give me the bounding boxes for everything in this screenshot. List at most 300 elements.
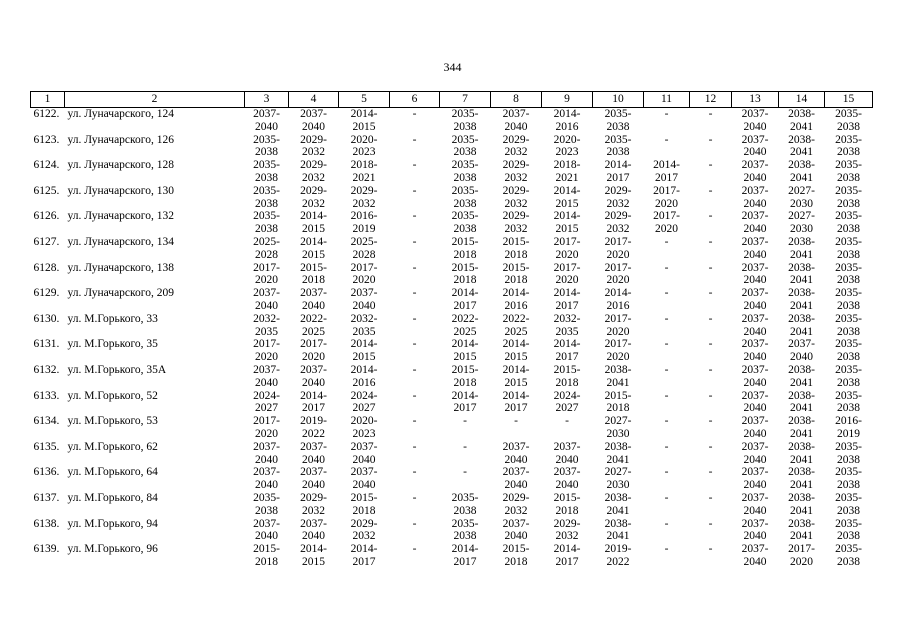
- value-cell: -: [708, 159, 713, 172]
- value-cell: 2035- 2038: [835, 108, 862, 133]
- value-cell: 2015- 2018: [451, 261, 479, 287]
- value-cell: 2037- 2040: [741, 338, 769, 364]
- column-header: 3: [245, 92, 289, 108]
- value-cell: 2014- 2017: [553, 338, 581, 364]
- table-row: [31, 134, 873, 160]
- value-cell: 2035- 2038: [451, 159, 479, 184]
- value-cell: -: [664, 312, 669, 325]
- value-cell: -: [412, 235, 417, 248]
- value-cell: 2029- 2032: [350, 184, 378, 210]
- value-cell: -: [463, 440, 467, 453]
- value-cell: 2029- 2032: [502, 184, 530, 210]
- value-cell: 2029- 2032: [350, 517, 378, 543]
- column-header: 10: [593, 92, 644, 108]
- value-cell: 2022- 2025: [300, 312, 327, 338]
- value-cell: -: [664, 235, 669, 248]
- value-cell: 2027- 2030: [788, 184, 815, 210]
- address-cell: ул. М.Горького, 52: [67, 389, 158, 402]
- value-cell: 2035- 2038: [835, 159, 862, 184]
- value-cell: 2037- 2040: [253, 363, 280, 389]
- value-cell: 2014- 2016: [553, 108, 581, 133]
- value-cell: 2035- 2038: [835, 363, 862, 389]
- address-cell: ул. Луначарского, 134: [67, 235, 174, 248]
- value-cell: 2037- 2040: [253, 287, 280, 312]
- value-cell: -: [565, 415, 569, 428]
- address-cell: ул. М.Горького, 94: [67, 517, 158, 530]
- address-cell: ул. М.Горького, 33: [67, 312, 158, 325]
- value-cell: -: [664, 287, 669, 300]
- value-cell: 2014- 2017: [350, 543, 378, 568]
- value-cell: 2035- 2038: [253, 184, 280, 210]
- value-cell: -: [664, 108, 669, 120]
- value-cell: 2038- 2041: [788, 466, 815, 492]
- value-cell: 2015- 2018: [350, 491, 378, 517]
- column-header: 13: [732, 92, 779, 108]
- value-cell: -: [664, 440, 669, 453]
- value-cell: -: [708, 491, 713, 504]
- value-cell: 2014- 2016: [604, 287, 632, 312]
- value-cell: 2020- 2023: [350, 415, 378, 440]
- address-cell: ул. Луначарского, 209: [67, 287, 174, 300]
- value-cell: 2035- 2038: [835, 184, 862, 210]
- value-cell: 2038- 2041: [604, 363, 632, 389]
- value-cell: -: [514, 415, 518, 428]
- value-cell: 2038- 2041: [788, 261, 815, 287]
- table-row: [31, 364, 873, 390]
- value-cell: 2014- 2017: [502, 389, 530, 415]
- value-cell: 2037- 2040: [350, 287, 378, 312]
- value-cell: 2035- 2038: [835, 210, 862, 236]
- value-cell: 2037- 2040: [502, 517, 530, 543]
- column-header: 2: [65, 92, 245, 108]
- value-cell: 2035- 2038: [253, 133, 280, 159]
- value-cell: 2017- 2020: [553, 261, 581, 287]
- value-cell: -: [708, 517, 713, 530]
- schedule-table: [30, 91, 873, 569]
- value-cell: 2037- 2040: [741, 133, 769, 159]
- value-cell: 2014- 2015: [451, 338, 479, 364]
- address-cell: ул. М.Горького, 84: [67, 491, 158, 504]
- value-cell: 2037- 2040: [300, 108, 327, 133]
- value-cell: -: [412, 210, 417, 223]
- value-cell: 2018- 2021: [350, 159, 378, 184]
- value-cell: 2035- 2038: [253, 210, 280, 236]
- value-cell: -: [708, 415, 713, 428]
- value-cell: 2029- 2032: [300, 184, 327, 210]
- value-cell: -: [412, 491, 417, 504]
- value-cell: 2014- 2015: [300, 235, 327, 261]
- value-cell: 2037- 2040: [741, 440, 769, 466]
- value-cell: 2015- 2018: [253, 543, 280, 568]
- value-cell: -: [664, 466, 669, 479]
- value-cell: -: [463, 415, 467, 428]
- row-number: 6139.: [33, 543, 60, 556]
- value-cell: 2014- 2015: [300, 210, 327, 236]
- column-header: 11: [644, 92, 690, 108]
- value-cell: -: [708, 363, 713, 376]
- value-cell: 2038- 2041: [788, 108, 815, 133]
- value-cell: 2038- 2041: [604, 440, 632, 466]
- table-row: [31, 236, 873, 262]
- column-header: 15: [825, 92, 873, 108]
- value-cell: 2022- 2025: [451, 312, 479, 338]
- value-cell: -: [708, 440, 713, 453]
- value-cell: 2014- 2017: [451, 287, 479, 312]
- value-cell: -: [664, 338, 669, 351]
- value-cell: 2037- 2040: [553, 440, 581, 466]
- value-cell: 2017- 2020: [604, 235, 632, 261]
- table-row: [31, 313, 873, 339]
- value-cell: 2038- 2041: [788, 235, 815, 261]
- value-cell: 2037- 2040: [253, 517, 280, 543]
- table-row: [31, 543, 873, 569]
- value-cell: 2014- 2015: [502, 338, 530, 364]
- value-cell: 2037- 2040: [741, 517, 769, 543]
- column-header: 6: [390, 92, 440, 108]
- value-cell: 2038- 2041: [788, 440, 815, 466]
- value-cell: 2014- 2017: [553, 543, 581, 568]
- header-row: [31, 92, 873, 108]
- value-cell: 2017- 2020: [788, 543, 815, 568]
- value-cell: 2037- 2040: [741, 184, 769, 210]
- table-row: [31, 518, 873, 544]
- value-cell: 2015- 2018: [553, 363, 581, 389]
- address-cell: ул. М.Горького, 64: [67, 466, 158, 479]
- column-header: 5: [339, 92, 390, 108]
- value-cell: -: [708, 133, 713, 146]
- column-header: 7: [440, 92, 491, 108]
- table-row: [31, 492, 873, 518]
- table-body: [31, 108, 873, 569]
- value-cell: 2015- 2018: [300, 261, 327, 287]
- value-cell: 2024- 2027: [350, 389, 378, 415]
- column-header: 12: [690, 92, 732, 108]
- row-number: 6131.: [33, 338, 60, 351]
- value-cell: 2015- 2018: [553, 491, 581, 517]
- value-cell: 2017- 2020: [653, 184, 680, 210]
- value-cell: 2037- 2040: [553, 466, 581, 492]
- value-cell: 2014- 2017: [451, 389, 479, 415]
- value-cell: -: [412, 389, 417, 402]
- value-cell: -: [664, 133, 669, 146]
- row-number: 6128.: [33, 261, 60, 274]
- value-cell: 2029- 2032: [502, 210, 530, 236]
- value-cell: 2035- 2038: [835, 491, 862, 517]
- value-cell: 2035- 2038: [253, 159, 280, 184]
- value-cell: 2038- 2041: [788, 363, 815, 389]
- value-cell: 2037- 2040: [300, 440, 327, 466]
- value-cell: 2029- 2032: [300, 133, 327, 159]
- value-cell: -: [412, 133, 417, 146]
- value-cell: 2016- 2019: [350, 210, 378, 236]
- value-cell: -: [412, 440, 417, 453]
- value-cell: 2035- 2038: [835, 287, 862, 312]
- value-cell: -: [412, 363, 417, 376]
- value-cell: 2035- 2038: [451, 491, 479, 517]
- column-header: 14: [779, 92, 825, 108]
- value-cell: 2035- 2038: [835, 389, 862, 415]
- value-cell: 2014- 2015: [300, 543, 327, 568]
- value-cell: 2029- 2032: [502, 133, 530, 159]
- value-cell: -: [664, 363, 669, 376]
- value-cell: 2037- 2040: [741, 312, 769, 338]
- value-cell: 2017- 2020: [253, 338, 280, 364]
- address-cell: ул. М.Горького, 35: [67, 338, 158, 351]
- value-cell: 2035- 2038: [835, 338, 862, 364]
- row-number: 6124.: [33, 159, 60, 172]
- address-cell: ул. Луначарского, 138: [67, 261, 174, 274]
- value-cell: 2024- 2027: [253, 389, 280, 415]
- value-cell: 2032- 2035: [253, 312, 280, 338]
- value-cell: 2037- 2040: [788, 338, 815, 364]
- value-cell: 2035- 2038: [451, 210, 479, 236]
- table-row: [31, 287, 873, 313]
- row-number: 6126.: [33, 210, 60, 223]
- value-cell: 2035- 2038: [835, 133, 862, 159]
- table-row: [31, 441, 873, 467]
- value-cell: -: [664, 543, 669, 556]
- value-cell: 2017- 2020: [604, 261, 632, 287]
- value-cell: 2029- 2032: [604, 184, 632, 210]
- value-cell: 2014- 2016: [350, 363, 378, 389]
- table-row: [31, 210, 873, 236]
- page-number: 344: [443, 60, 462, 74]
- value-cell: 2035- 2038: [451, 184, 479, 210]
- value-cell: -: [412, 287, 417, 300]
- value-cell: 2037- 2040: [741, 210, 769, 236]
- value-cell: 2035- 2038: [604, 108, 632, 133]
- value-cell: -: [708, 466, 713, 479]
- value-cell: 2035- 2038: [835, 517, 862, 543]
- table-row: [31, 262, 873, 288]
- value-cell: 2014- 2015: [350, 108, 378, 133]
- value-cell: 2017- 2020: [300, 338, 327, 364]
- value-cell: 2015- 2018: [451, 363, 479, 389]
- value-cell: 2038- 2041: [788, 287, 815, 312]
- value-cell: 2037- 2040: [350, 466, 378, 492]
- value-cell: 2037- 2040: [741, 466, 769, 492]
- value-cell: -: [412, 338, 417, 351]
- value-cell: 2014- 2017: [553, 287, 581, 312]
- value-cell: -: [708, 235, 713, 248]
- row-number: 6136.: [33, 466, 60, 479]
- table-row: [31, 390, 873, 416]
- value-cell: 2016- 2019: [835, 415, 862, 440]
- value-cell: -: [708, 108, 713, 120]
- row-number: 6123.: [33, 133, 60, 146]
- value-cell: 2037- 2040: [741, 287, 769, 312]
- value-cell: 2017- 2020: [653, 210, 680, 236]
- value-cell: 2035- 2038: [253, 491, 280, 517]
- value-cell: 2029- 2032: [300, 159, 327, 184]
- value-cell: -: [708, 184, 713, 197]
- value-cell: 2037- 2040: [741, 108, 769, 133]
- row-number: 6133.: [33, 389, 60, 402]
- value-cell: 2020- 2023: [350, 133, 378, 159]
- value-cell: 2035- 2038: [835, 440, 862, 466]
- value-cell: 2014- 2015: [553, 210, 581, 236]
- value-cell: 2032- 2035: [350, 312, 378, 338]
- value-cell: 2019- 2022: [604, 543, 632, 568]
- value-cell: 2017- 2020: [553, 235, 581, 261]
- address-cell: ул. М.Горького, 62: [67, 440, 158, 453]
- value-cell: 2037- 2040: [741, 159, 769, 184]
- value-cell: -: [412, 184, 417, 197]
- table-row: [31, 338, 873, 364]
- value-cell: 2037- 2040: [253, 108, 280, 133]
- value-cell: -: [664, 491, 669, 504]
- value-cell: 2035- 2038: [451, 517, 479, 543]
- value-cell: 2038- 2041: [788, 491, 815, 517]
- table-row: [31, 159, 873, 185]
- value-cell: 2017- 2020: [604, 338, 632, 364]
- value-cell: 2014- 2017: [451, 543, 479, 568]
- row-number: 6132.: [33, 363, 60, 376]
- value-cell: 2038- 2041: [788, 312, 815, 338]
- value-cell: 2032- 2035: [553, 312, 581, 338]
- value-cell: 2035- 2038: [451, 108, 479, 133]
- value-cell: 2018- 2021: [553, 159, 581, 184]
- value-cell: 2014- 2015: [553, 184, 581, 210]
- value-cell: 2038- 2041: [788, 517, 815, 543]
- value-cell: 2037- 2040: [741, 491, 769, 517]
- table-row: [31, 108, 873, 134]
- value-cell: 2035- 2038: [835, 312, 862, 338]
- value-cell: 2014- 2017: [300, 389, 327, 415]
- value-cell: 2037- 2040: [300, 466, 327, 492]
- value-cell: 2037- 2040: [502, 466, 530, 492]
- value-cell: 2015- 2018: [502, 235, 530, 261]
- address-cell: ул. М.Горького, 53: [67, 415, 158, 428]
- value-cell: 2037- 2040: [741, 261, 769, 287]
- value-cell: 2020- 2023: [553, 133, 581, 159]
- value-cell: 2014- 2017: [653, 159, 680, 184]
- value-cell: 2015- 2018: [502, 261, 530, 287]
- value-cell: 2038- 2041: [788, 415, 815, 440]
- row-number: 6129.: [33, 287, 60, 300]
- value-cell: 2017- 2020: [253, 261, 280, 287]
- value-cell: 2038- 2041: [604, 491, 632, 517]
- value-cell: 2035- 2038: [835, 261, 862, 287]
- row-number: 6134.: [33, 415, 60, 428]
- row-number: 6130.: [33, 312, 60, 325]
- column-header: 9: [542, 92, 593, 108]
- value-cell: 2027- 2030: [788, 210, 815, 236]
- value-cell: -: [412, 108, 417, 120]
- value-cell: 2038- 2041: [788, 389, 815, 415]
- value-cell: -: [708, 261, 713, 274]
- value-cell: 2035- 2038: [835, 235, 862, 261]
- value-cell: -: [708, 312, 713, 325]
- value-cell: 2037- 2040: [741, 543, 769, 568]
- value-cell: -: [664, 415, 669, 428]
- value-cell: -: [463, 466, 467, 479]
- row-number: 6138.: [33, 517, 60, 530]
- value-cell: 2015- 2018: [451, 235, 479, 261]
- table-row: [31, 466, 873, 492]
- value-cell: -: [412, 312, 417, 325]
- value-cell: 2025- 2028: [253, 235, 280, 261]
- value-cell: -: [664, 389, 669, 402]
- value-cell: 2035- 2038: [604, 133, 632, 159]
- value-cell: -: [708, 210, 713, 223]
- value-cell: 2037- 2040: [253, 466, 280, 492]
- column-header: 8: [491, 92, 542, 108]
- value-cell: -: [412, 543, 417, 556]
- value-cell: 2029- 2032: [300, 491, 327, 517]
- value-cell: 2017- 2020: [604, 312, 632, 338]
- value-cell: 2017- 2020: [253, 415, 280, 440]
- value-cell: 2015- 2018: [502, 543, 530, 568]
- value-cell: 2035- 2038: [835, 543, 862, 568]
- address-cell: ул. Луначарского, 124: [67, 108, 174, 120]
- value-cell: 2027- 2030: [604, 466, 632, 492]
- value-cell: -: [664, 261, 669, 274]
- value-cell: 2035- 2038: [835, 466, 862, 492]
- value-cell: 2014- 2015: [350, 338, 378, 364]
- table-row: [31, 185, 873, 211]
- value-cell: 2037- 2040: [502, 440, 530, 466]
- value-cell: 2014- 2017: [604, 159, 632, 184]
- value-cell: -: [708, 287, 713, 300]
- value-cell: -: [708, 389, 713, 402]
- value-cell: 2017- 2020: [350, 261, 378, 287]
- value-cell: 2037- 2040: [300, 517, 327, 543]
- value-cell: 2025- 2028: [350, 235, 378, 261]
- value-cell: 2037- 2040: [741, 363, 769, 389]
- value-cell: -: [412, 261, 417, 274]
- value-cell: 2037- 2040: [350, 440, 378, 466]
- address-cell: ул. Луначарского, 130: [67, 184, 174, 197]
- value-cell: 2015- 2018: [604, 389, 632, 415]
- value-cell: 2014- 2016: [502, 287, 530, 312]
- value-cell: 2037- 2040: [300, 287, 327, 312]
- table-row: [31, 415, 873, 441]
- value-cell: 2019- 2022: [300, 415, 327, 440]
- address-cell: ул. Луначарского, 132: [67, 210, 174, 223]
- value-cell: 2038- 2041: [604, 517, 632, 543]
- value-cell: 2037- 2040: [741, 235, 769, 261]
- address-cell: ул. Луначарского, 128: [67, 159, 174, 172]
- value-cell: 2037- 2040: [741, 389, 769, 415]
- column-header: 4: [289, 92, 339, 108]
- value-cell: 2029- 2032: [502, 491, 530, 517]
- column-header: 1: [31, 92, 65, 108]
- address-cell: ул. М.Горького, 35А: [67, 363, 167, 376]
- row-number: 6137.: [33, 491, 60, 504]
- address-cell: ул. М.Горького, 96: [67, 543, 158, 556]
- value-cell: 2029- 2032: [553, 517, 581, 543]
- value-cell: 2029- 2032: [604, 210, 632, 236]
- value-cell: 2022- 2025: [502, 312, 530, 338]
- row-number: 6125.: [33, 184, 60, 197]
- value-cell: -: [412, 466, 417, 479]
- value-cell: -: [708, 338, 713, 351]
- value-cell: 2038- 2041: [788, 133, 815, 159]
- value-cell: -: [708, 543, 713, 556]
- value-cell: 2037- 2040: [253, 440, 280, 466]
- row-number: 6122.: [33, 108, 60, 120]
- value-cell: 2014- 2015: [502, 363, 530, 389]
- value-cell: 2035- 2038: [451, 133, 479, 159]
- value-cell: 2037- 2040: [502, 108, 530, 133]
- value-cell: 2029- 2032: [502, 159, 530, 184]
- address-cell: ул. Луначарского, 126: [67, 133, 174, 146]
- value-cell: 2037- 2040: [300, 363, 327, 389]
- value-cell: -: [664, 517, 669, 530]
- value-cell: 2027- 2030: [604, 415, 632, 440]
- value-cell: 2024- 2027: [553, 389, 581, 415]
